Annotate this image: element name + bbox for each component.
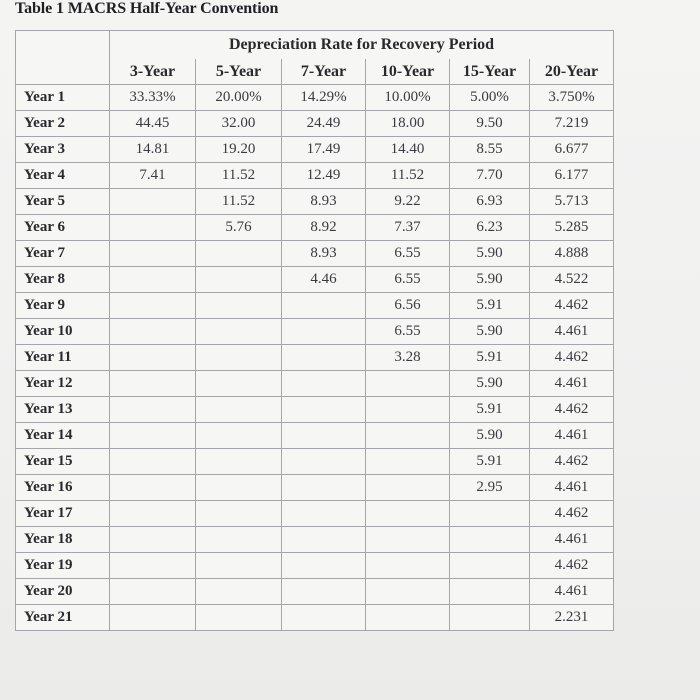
table-row	[16, 267, 614, 293]
rate-cell	[196, 605, 282, 631]
table-row	[16, 475, 614, 501]
rate-cell	[282, 423, 366, 449]
rate-cell	[366, 475, 450, 501]
year-header-cell	[16, 59, 110, 85]
year-label: Year 18	[16, 527, 110, 553]
rate-cell: 4.462	[530, 553, 614, 579]
table-row	[16, 137, 614, 163]
rate-cell	[196, 449, 282, 475]
table-row	[16, 293, 614, 319]
rate-cell: 6.677	[530, 137, 614, 163]
year-label: Year 1	[16, 85, 110, 111]
rate-cell: 44.45	[110, 111, 196, 137]
rate-cell: 4.461	[530, 423, 614, 449]
rate-cell: 5.76	[196, 215, 282, 241]
rate-cell: 6.55	[366, 241, 450, 267]
rate-cell	[196, 267, 282, 293]
rate-cell: 33.33%	[110, 85, 196, 111]
rate-cell: 4.462	[530, 501, 614, 527]
year-label: Year 19	[16, 553, 110, 579]
rate-cell	[282, 553, 366, 579]
rate-cell	[196, 579, 282, 605]
column-header: 15-Year	[450, 59, 530, 85]
year-label: Year 16	[16, 475, 110, 501]
rate-cell	[196, 241, 282, 267]
rate-cell: 9.50	[450, 111, 530, 137]
rate-cell: 5.90	[450, 319, 530, 345]
table-row	[16, 319, 614, 345]
year-label: Year 15	[16, 449, 110, 475]
rate-cell: 6.23	[450, 215, 530, 241]
rate-cell	[196, 397, 282, 423]
rate-cell	[450, 553, 530, 579]
table-row	[16, 579, 614, 605]
year-label: Year 13	[16, 397, 110, 423]
year-label: Year 17	[16, 501, 110, 527]
rate-cell	[366, 579, 450, 605]
rate-cell: 17.49	[282, 137, 366, 163]
rate-cell: 6.177	[530, 163, 614, 189]
rate-cell: 4.462	[530, 293, 614, 319]
rate-cell: 6.93	[450, 189, 530, 215]
year-label: Year 20	[16, 579, 110, 605]
rate-cell: 4.888	[530, 241, 614, 267]
rate-cell: 4.461	[530, 579, 614, 605]
year-label: Year 4	[16, 163, 110, 189]
table-body	[16, 85, 614, 631]
rate-cell: 11.52	[196, 163, 282, 189]
rate-cell: 7.70	[450, 163, 530, 189]
rate-cell: 6.56	[366, 293, 450, 319]
rate-cell	[282, 475, 366, 501]
rate-cell	[366, 527, 450, 553]
year-label: Year 2	[16, 111, 110, 137]
rate-cell	[110, 527, 196, 553]
year-label: Year 7	[16, 241, 110, 267]
rate-cell: 5.91	[450, 397, 530, 423]
rate-cell	[110, 449, 196, 475]
rate-cell: 8.93	[282, 189, 366, 215]
rate-cell: 4.461	[530, 475, 614, 501]
rate-cell: 2.95	[450, 475, 530, 501]
rate-cell: 20.00%	[196, 85, 282, 111]
rate-cell: 12.49	[282, 163, 366, 189]
rate-cell	[196, 319, 282, 345]
rate-cell: 4.462	[530, 345, 614, 371]
rate-cell	[110, 215, 196, 241]
rate-cell: 14.29%	[282, 85, 366, 111]
year-label: Year 21	[16, 605, 110, 631]
rate-cell	[110, 293, 196, 319]
table-row	[16, 553, 614, 579]
table-row	[16, 501, 614, 527]
rate-cell: 11.52	[366, 163, 450, 189]
table-row	[16, 189, 614, 215]
rate-cell: 10.00%	[366, 85, 450, 111]
rate-cell	[196, 553, 282, 579]
rate-cell: 3.750%	[530, 85, 614, 111]
rate-cell: 7.219	[530, 111, 614, 137]
year-label: Year 8	[16, 267, 110, 293]
rate-cell	[366, 605, 450, 631]
rate-cell	[366, 553, 450, 579]
rate-cell	[110, 397, 196, 423]
rate-cell	[110, 371, 196, 397]
rate-cell: 6.55	[366, 267, 450, 293]
rate-cell: 6.55	[366, 319, 450, 345]
table-row	[16, 449, 614, 475]
rate-cell	[282, 371, 366, 397]
year-label: Year 5	[16, 189, 110, 215]
rate-cell: 8.55	[450, 137, 530, 163]
rate-cell	[196, 371, 282, 397]
table-row	[16, 397, 614, 423]
rate-cell: 4.462	[530, 397, 614, 423]
rate-cell: 5.713	[530, 189, 614, 215]
corner-cell	[16, 31, 110, 60]
year-label: Year 10	[16, 319, 110, 345]
rate-cell	[282, 605, 366, 631]
macrs-table	[15, 30, 614, 631]
rate-cell	[110, 319, 196, 345]
year-label: Year 12	[16, 371, 110, 397]
rate-cell	[196, 293, 282, 319]
rate-cell: 7.41	[110, 163, 196, 189]
rate-cell	[282, 293, 366, 319]
rate-cell: 32.00	[196, 111, 282, 137]
column-header: 10-Year	[366, 59, 450, 85]
rate-cell: 5.90	[450, 241, 530, 267]
rate-cell: 4.461	[530, 319, 614, 345]
table-row	[16, 111, 614, 137]
column-header: 5-Year	[196, 59, 282, 85]
rate-cell	[110, 345, 196, 371]
rate-cell	[110, 475, 196, 501]
rate-cell	[196, 527, 282, 553]
rate-cell: 4.462	[530, 449, 614, 475]
rate-cell: 5.91	[450, 345, 530, 371]
rate-cell: 18.00	[366, 111, 450, 137]
super-header-row	[16, 31, 614, 60]
rate-cell	[196, 423, 282, 449]
rate-cell	[196, 345, 282, 371]
table-row	[16, 85, 614, 111]
column-header: 3-Year	[110, 59, 196, 85]
rate-cell: 7.37	[366, 215, 450, 241]
rate-cell: 14.81	[110, 137, 196, 163]
column-header: 20-Year	[530, 59, 614, 85]
table-caption: Table 1 MACRS Half-Year Convention	[15, 0, 279, 17]
rate-cell	[110, 189, 196, 215]
super-header: Depreciation Rate for Recovery Period	[110, 31, 614, 60]
table-row	[16, 345, 614, 371]
rate-cell: 4.522	[530, 267, 614, 293]
rate-cell: 2.231	[530, 605, 614, 631]
rate-cell	[450, 501, 530, 527]
table-row	[16, 423, 614, 449]
rate-cell: 5.285	[530, 215, 614, 241]
table-row	[16, 163, 614, 189]
rate-cell	[366, 371, 450, 397]
rate-cell	[282, 397, 366, 423]
rate-cell: 5.90	[450, 423, 530, 449]
rate-cell	[366, 397, 450, 423]
year-label: Year 9	[16, 293, 110, 319]
year-label: Year 6	[16, 215, 110, 241]
rate-cell: 5.00%	[450, 85, 530, 111]
rate-cell	[366, 501, 450, 527]
rate-cell: 3.28	[366, 345, 450, 371]
table-row	[16, 605, 614, 631]
rate-cell	[110, 501, 196, 527]
rate-cell: 19.20	[196, 137, 282, 163]
rate-cell	[196, 475, 282, 501]
rate-cell: 4.461	[530, 371, 614, 397]
rate-cell	[366, 449, 450, 475]
table-row	[16, 215, 614, 241]
rate-cell	[366, 423, 450, 449]
rate-cell: 5.90	[450, 371, 530, 397]
table-row	[16, 241, 614, 267]
year-label: Year 11	[16, 345, 110, 371]
rate-cell	[282, 501, 366, 527]
table-row	[16, 371, 614, 397]
rate-cell: 4.461	[530, 527, 614, 553]
rate-cell: 4.46	[282, 267, 366, 293]
rate-cell	[110, 553, 196, 579]
table-row	[16, 527, 614, 553]
rate-cell	[282, 449, 366, 475]
rate-cell	[450, 579, 530, 605]
rate-cell: 5.91	[450, 293, 530, 319]
rate-cell: 11.52	[196, 189, 282, 215]
rate-cell: 8.92	[282, 215, 366, 241]
rate-cell	[282, 579, 366, 605]
rate-cell	[110, 579, 196, 605]
column-header-row	[16, 59, 614, 85]
rate-cell	[282, 345, 366, 371]
rate-cell	[282, 527, 366, 553]
rate-cell	[110, 241, 196, 267]
year-label: Year 14	[16, 423, 110, 449]
column-header: 7-Year	[282, 59, 366, 85]
rate-cell	[450, 605, 530, 631]
rate-cell: 5.90	[450, 267, 530, 293]
rate-cell	[110, 267, 196, 293]
rate-cell	[110, 423, 196, 449]
rate-cell: 8.93	[282, 241, 366, 267]
rate-cell	[282, 319, 366, 345]
rate-cell: 9.22	[366, 189, 450, 215]
rate-cell	[196, 501, 282, 527]
rate-cell	[450, 527, 530, 553]
rate-cell: 5.91	[450, 449, 530, 475]
rate-cell: 14.40	[366, 137, 450, 163]
rate-cell	[110, 605, 196, 631]
rate-cell: 24.49	[282, 111, 366, 137]
year-label: Year 3	[16, 137, 110, 163]
